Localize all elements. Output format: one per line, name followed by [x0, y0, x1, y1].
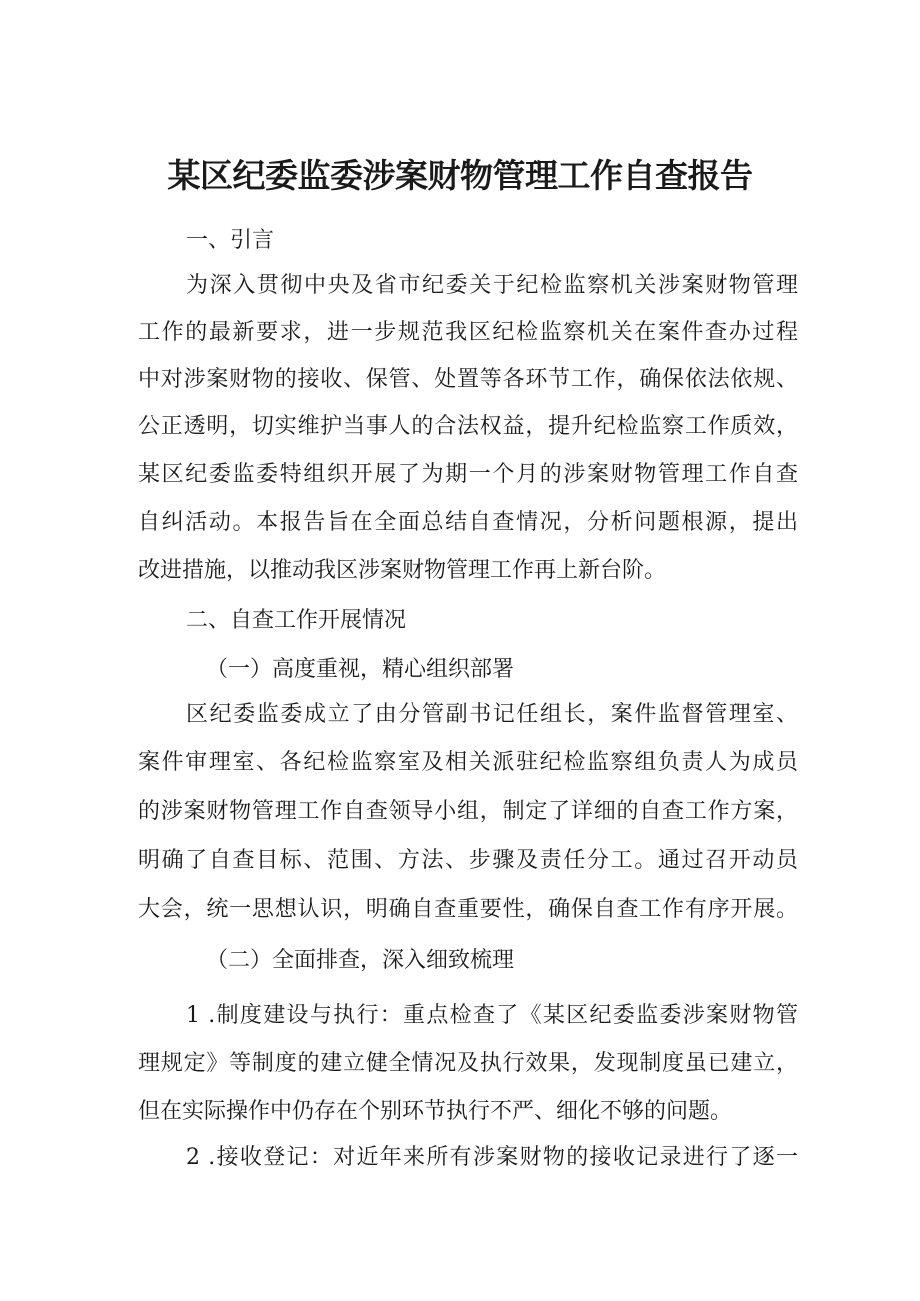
paragraph-line: 自纠活动。本报告旨在全面总结自查情况，分析问题根源，提出 — [138, 510, 798, 535]
paragraph-line: 明确了自查目标、范围、方法、步骤及责任分工。通过召开动员 — [138, 848, 798, 873]
paragraph-line: 案件审理室、各纪检监察室及相关派驻纪检监察组负责人为成员 — [138, 750, 798, 775]
document-title: 某区纪委监委涉案财物管理工作自查报告 — [167, 156, 753, 195]
subsection-heading-2: （二）全面排查，深入细致梳理 — [206, 948, 515, 973]
paragraph-line: 但在实际操作中仍存在个别环节执行不严、细化不够的问题。 — [138, 1099, 733, 1124]
paragraph-line: 1 .制度建设与执行：重点检查了《某区纪委监委涉案财物管 — [186, 1003, 798, 1028]
paragraph-line: 改进措施，以推动我区涉案财物管理工作再上新台阶。 — [138, 558, 667, 583]
paragraph-line: 公正透明，切实维护当事人的合法权益，提升纪检监察工作质效， — [138, 414, 798, 439]
paragraph-line: 大会，统一思想认识，明确自查重要性，确保自查工作有序开展。 — [138, 897, 798, 922]
paragraph-line: 2 .接收登记：对近年来所有涉案财物的接收记录进行了逐一 — [186, 1145, 798, 1170]
section-heading-intro: 一、引言 — [186, 228, 275, 253]
paragraph-line: 理规定》等制度的建立健全情况及执行效果，发现制度虽已建立， — [138, 1051, 798, 1076]
paragraph-line: 为深入贯彻中央及省市纪委关于纪检监察机关涉案财物管理 — [186, 273, 798, 298]
paragraph-line: 中对涉案财物的接收、保管、处置等各环节工作，确保依法依规、 — [138, 367, 798, 392]
paragraph-line: 的涉案财物管理工作自查领导小组，制定了详细的自查工作方案， — [138, 799, 798, 824]
subsection-heading-1: （一）高度重视，精心组织部署 — [206, 657, 515, 682]
paragraph-line: 工作的最新要求，进一步规范我区纪检监察机关在案件查办过程 — [138, 320, 798, 345]
section-heading-progress: 二、自查工作开展情况 — [186, 608, 407, 633]
paragraph-line: 区纪委监委成立了由分管副书记任组长，案件监督管理室、 — [186, 702, 798, 727]
paragraph-line: 某区纪委监委特组织开展了为期一个月的涉案财物管理工作自查 — [138, 462, 798, 487]
